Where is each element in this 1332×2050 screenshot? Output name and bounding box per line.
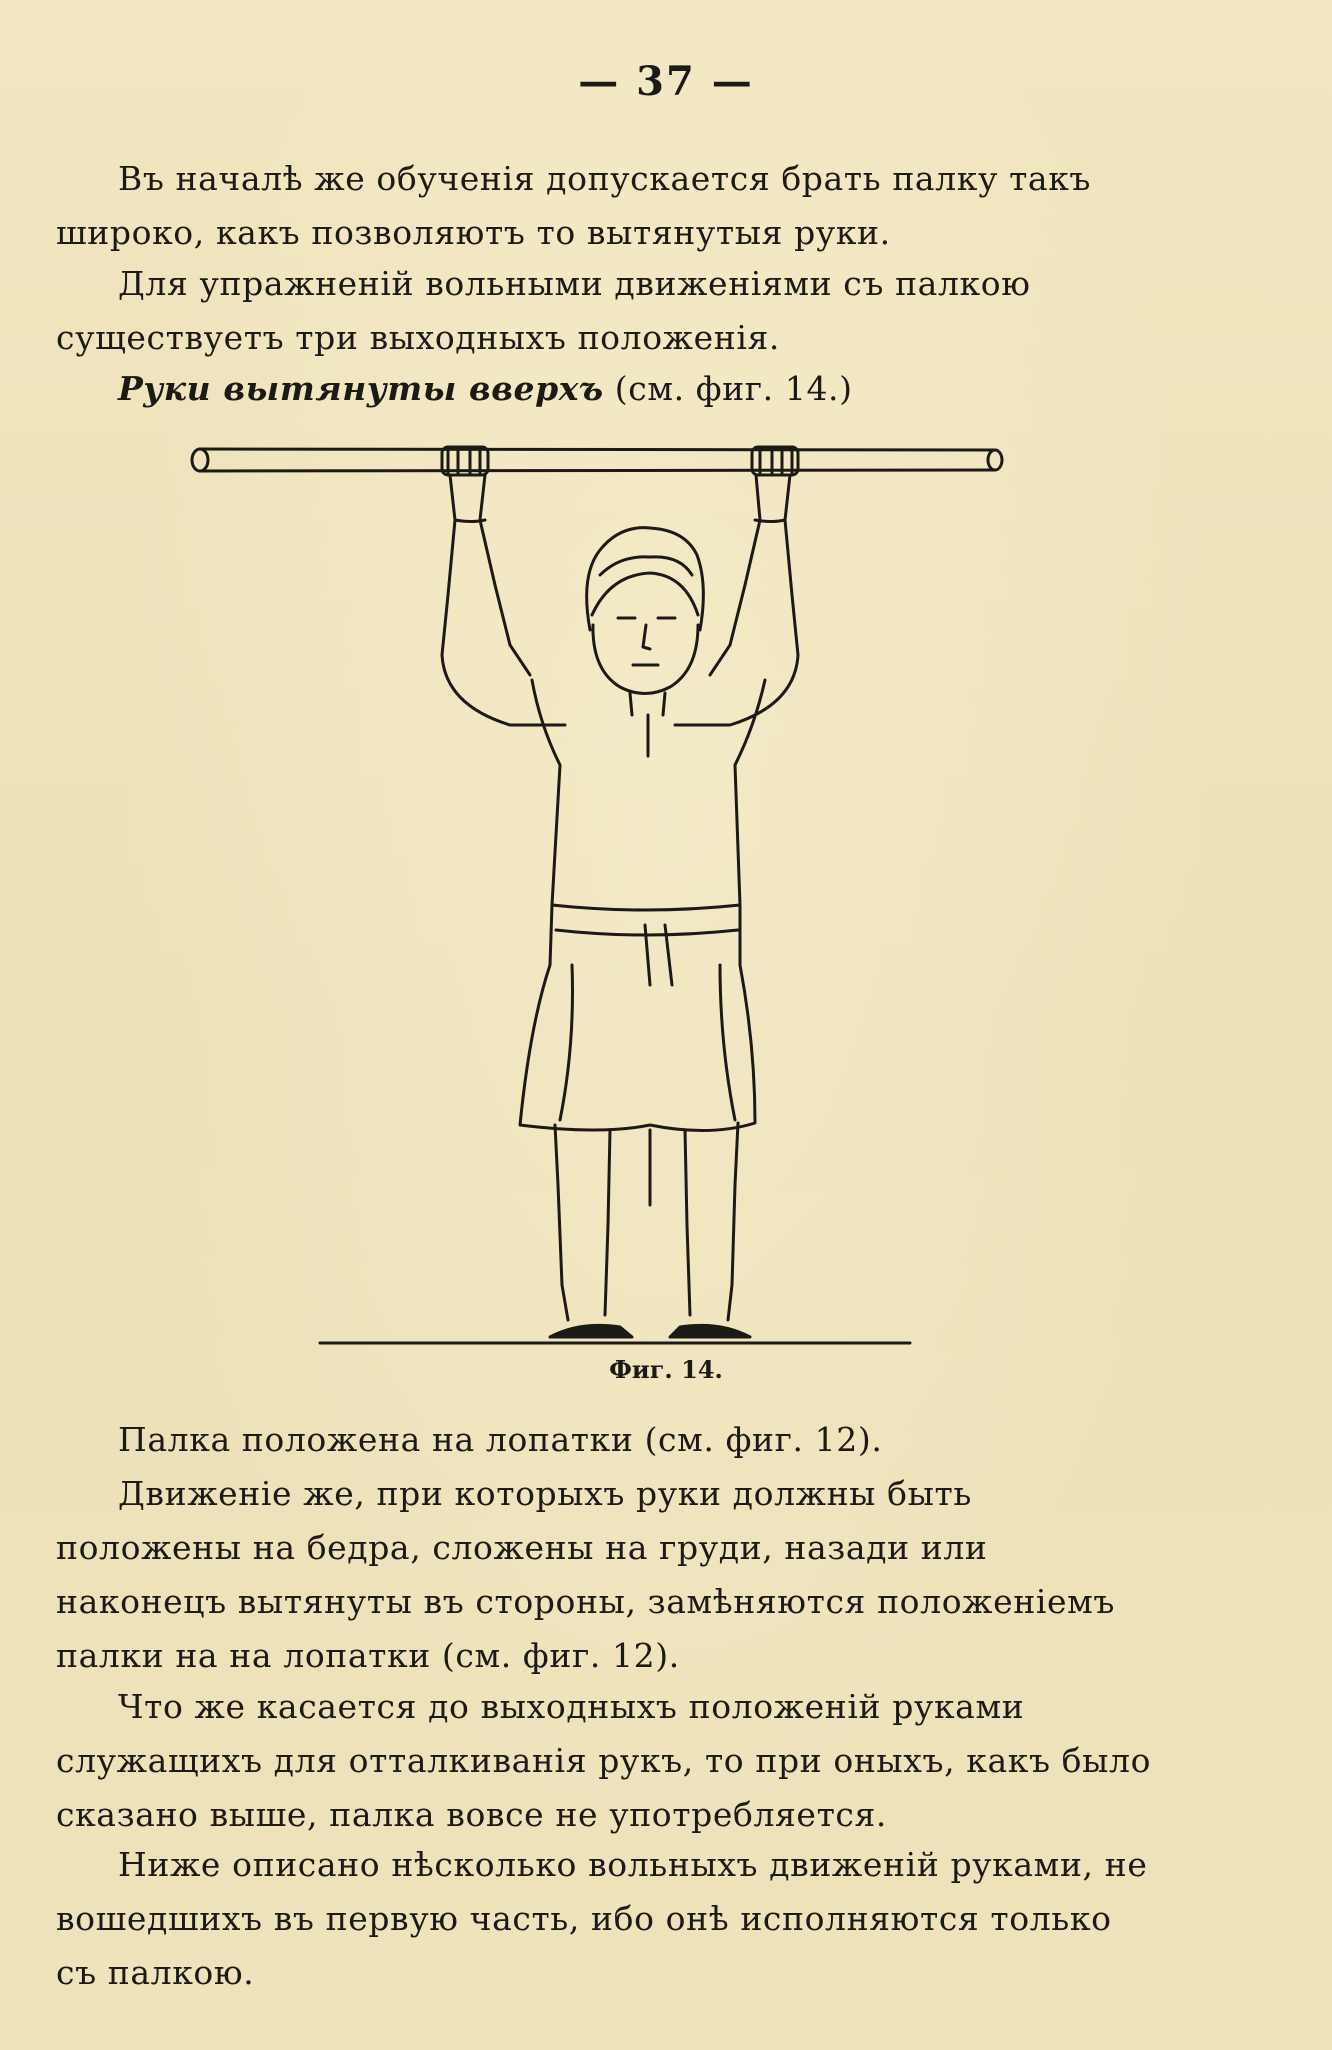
stick-drawing — [192, 449, 1002, 471]
paragraph-7 — [56, 1838, 1160, 2000]
shirt-drawing — [520, 680, 765, 1131]
paragraph-4 — [56, 1413, 1160, 1467]
paragraph-1 — [56, 152, 1160, 260]
paragraph-1-text: Въ началѣ же обученія допускается брать палку такъ широко, какъ позволяютъ то вытянутыя руки. — [56, 159, 1092, 252]
feet-drawing — [550, 1325, 750, 1337]
paragraph-6 — [56, 1680, 1160, 1842]
paragraph-6-text: Что же касается до выходныхъ положеній руками служащихъ для отталкиванія рукъ, то при оныхъ, какъ было сказано выше, палка вовсе не употребляется. — [56, 1687, 1152, 1834]
paragraph-3-italic: Руки вытянуты вверхъ — [118, 369, 604, 408]
paragraph-7-text: Ниже описано нѣсколько вольныхъ движеній руками, не вошедшихъ въ первую часть, ибо онѣ исполняются только съ палкою. — [56, 1845, 1148, 1992]
paragraph-3 — [56, 362, 1160, 416]
paragraph-2-text: Для упражненій вольными движеніями съ палкою существуетъ три выходныхъ положенія. — [56, 264, 1031, 357]
neck-drawing — [630, 693, 665, 715]
page-number: — 37 — — [578, 58, 754, 105]
paragraph-2 — [56, 257, 1160, 365]
figure-14-illustration — [180, 425, 1040, 1355]
paragraph-5-text: Движеніе же, при которыхъ руки должны быть положены на бедра, сложены на груди, назади или наконецъ вытянуты въ стороны, замѣняются положеніемъ палки на на лопатки (см. фиг. 12). — [56, 1474, 1115, 1675]
head-drawing — [587, 528, 704, 694]
paragraph-4-text: Палка положена на лопатки (см. фиг. 12). — [118, 1420, 883, 1459]
figure-caption: Фиг. 14. — [609, 1355, 723, 1384]
paragraph-3-text: (см. фиг. 14.) — [603, 369, 853, 408]
paragraph-5 — [56, 1467, 1160, 1683]
legs-drawing — [555, 1123, 738, 1320]
